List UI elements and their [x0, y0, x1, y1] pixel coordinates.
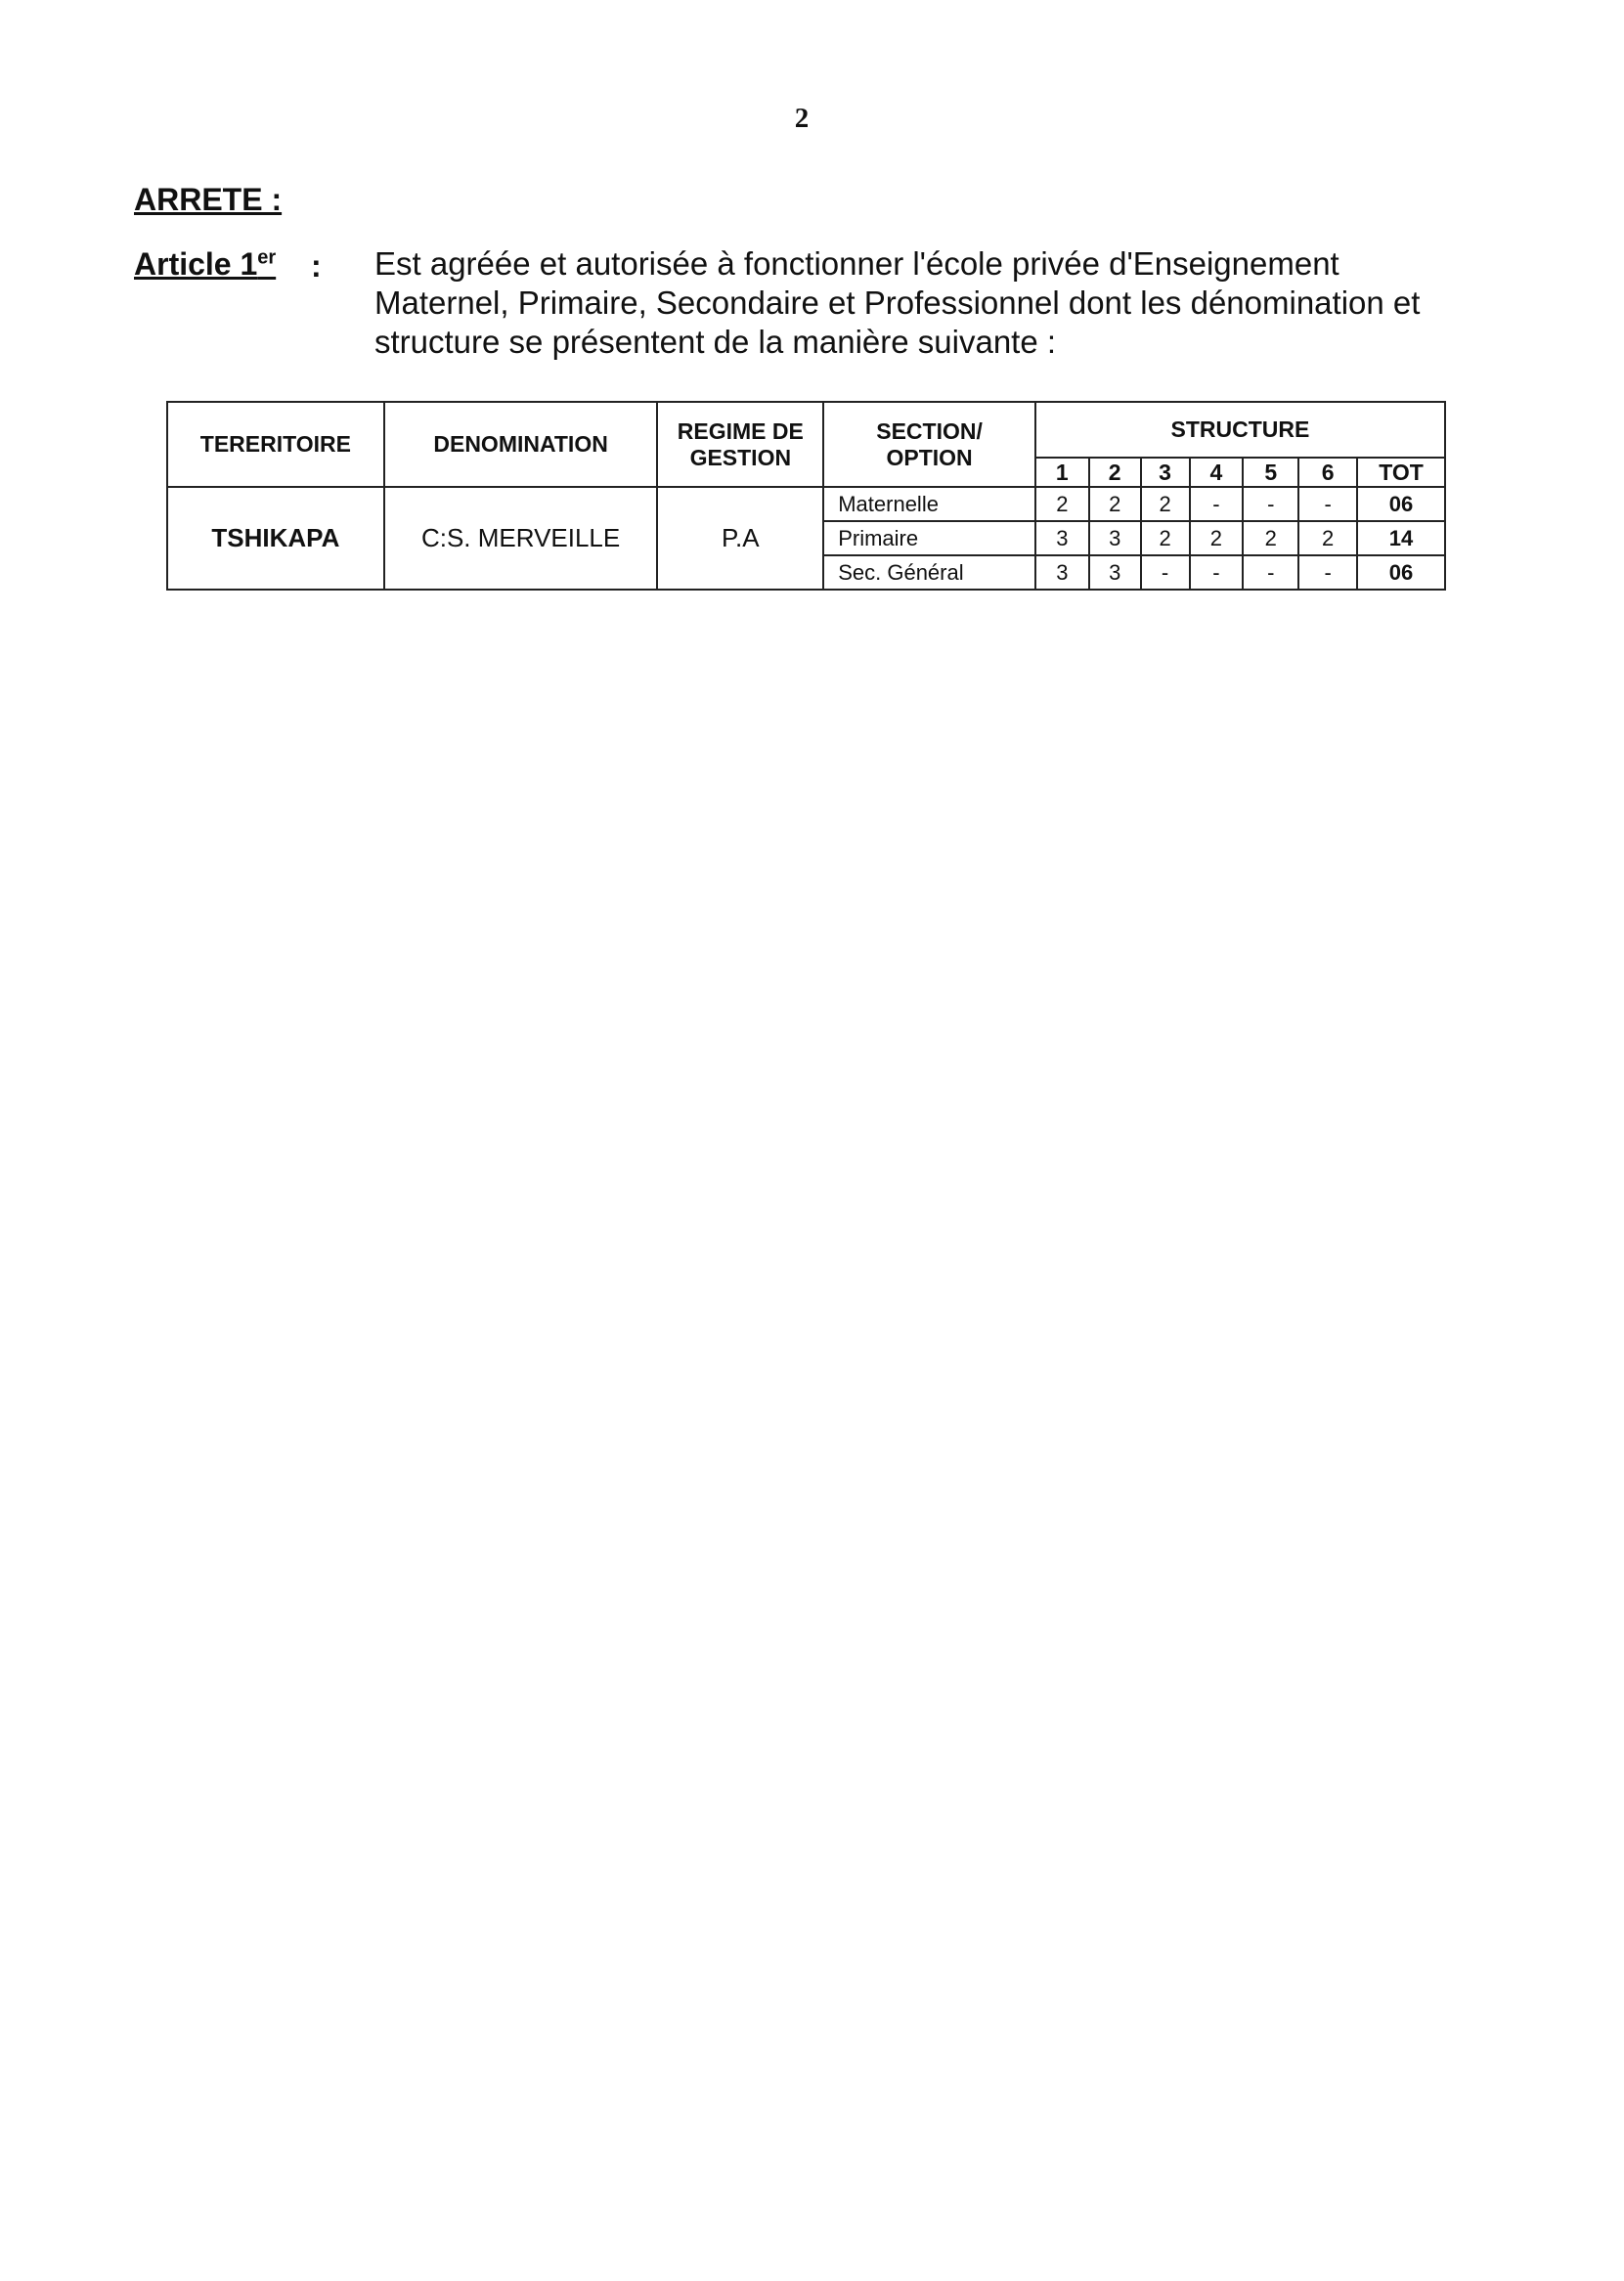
header-regime [657, 402, 823, 487]
cell-value: 2 [1141, 521, 1190, 555]
cell-total: 06 [1357, 487, 1445, 521]
arrete-heading: ARRETE : [134, 182, 283, 217]
cell-value: - [1190, 487, 1244, 521]
cell-value: - [1141, 555, 1190, 590]
header-territoire: TERERITOIRE [167, 402, 384, 487]
cell-option: Maternelle [823, 487, 1035, 521]
table-header-row [167, 402, 1445, 458]
cell-value: - [1298, 555, 1357, 590]
article-1-line-1: Est agréée et autorisée à fonctionner l'école privée d'Enseignement [374, 245, 1339, 282]
article-1-superscript: er [257, 246, 277, 269]
cell-value: - [1243, 487, 1298, 521]
header-col-3: 3 [1141, 458, 1190, 487]
cell-value: 2 [1298, 521, 1357, 555]
article-1-colon: : [311, 248, 322, 284]
cell-option: Sec. Général [823, 555, 1035, 590]
header-section-line1: SECTION/ [876, 417, 983, 444]
cell-value: 2 [1190, 521, 1244, 555]
cell-value: 3 [1035, 555, 1089, 590]
cell-value: - [1243, 555, 1298, 590]
header-section-line2: OPTION [886, 444, 973, 470]
cell-value: 2 [1035, 487, 1089, 521]
article-1-text [374, 244, 1470, 362]
cell-value: - [1298, 487, 1357, 521]
cell-value: 2 [1141, 487, 1190, 521]
header-regime-line1: REGIME DE [677, 417, 804, 444]
table-row [167, 487, 1445, 521]
cell-denomination: C:S. MERVEILLE [384, 487, 658, 590]
header-regime-line2: GESTION [689, 444, 792, 470]
cell-value: 2 [1243, 521, 1298, 555]
cell-total: 14 [1357, 521, 1445, 555]
cell-value: - [1190, 555, 1244, 590]
article-1-label [134, 246, 276, 283]
cell-total: 06 [1357, 555, 1445, 590]
header-col-5: 5 [1243, 458, 1298, 487]
header-col-4: 4 [1190, 458, 1244, 487]
article-1-label-text: Article 1 [134, 246, 258, 282]
structure-table [166, 401, 1446, 591]
header-denomination: DENOMINATION [384, 402, 658, 487]
cell-regime: P.A [657, 487, 823, 590]
cell-value: 3 [1035, 521, 1089, 555]
header-col-2: 2 [1089, 458, 1141, 487]
header-structure: STRUCTURE [1035, 402, 1445, 458]
cell-option: Primaire [823, 521, 1035, 555]
cell-value: 2 [1089, 487, 1141, 521]
article-1-line-3: structure se présentent de la manière suivante : [374, 324, 1057, 360]
header-section [823, 402, 1035, 487]
header-col-1: 1 [1035, 458, 1089, 487]
article-1-line-2: Maternel, Primaire, Secondaire et Professionnel dont les dénomination et [374, 285, 1421, 321]
header-col-6: 6 [1298, 458, 1357, 487]
cell-value: 3 [1089, 521, 1141, 555]
cell-value: 3 [1089, 555, 1141, 590]
cell-territoire: TSHIKAPA [167, 487, 384, 590]
page-number: 2 [794, 103, 810, 134]
header-col-tot: TOT [1357, 458, 1445, 487]
